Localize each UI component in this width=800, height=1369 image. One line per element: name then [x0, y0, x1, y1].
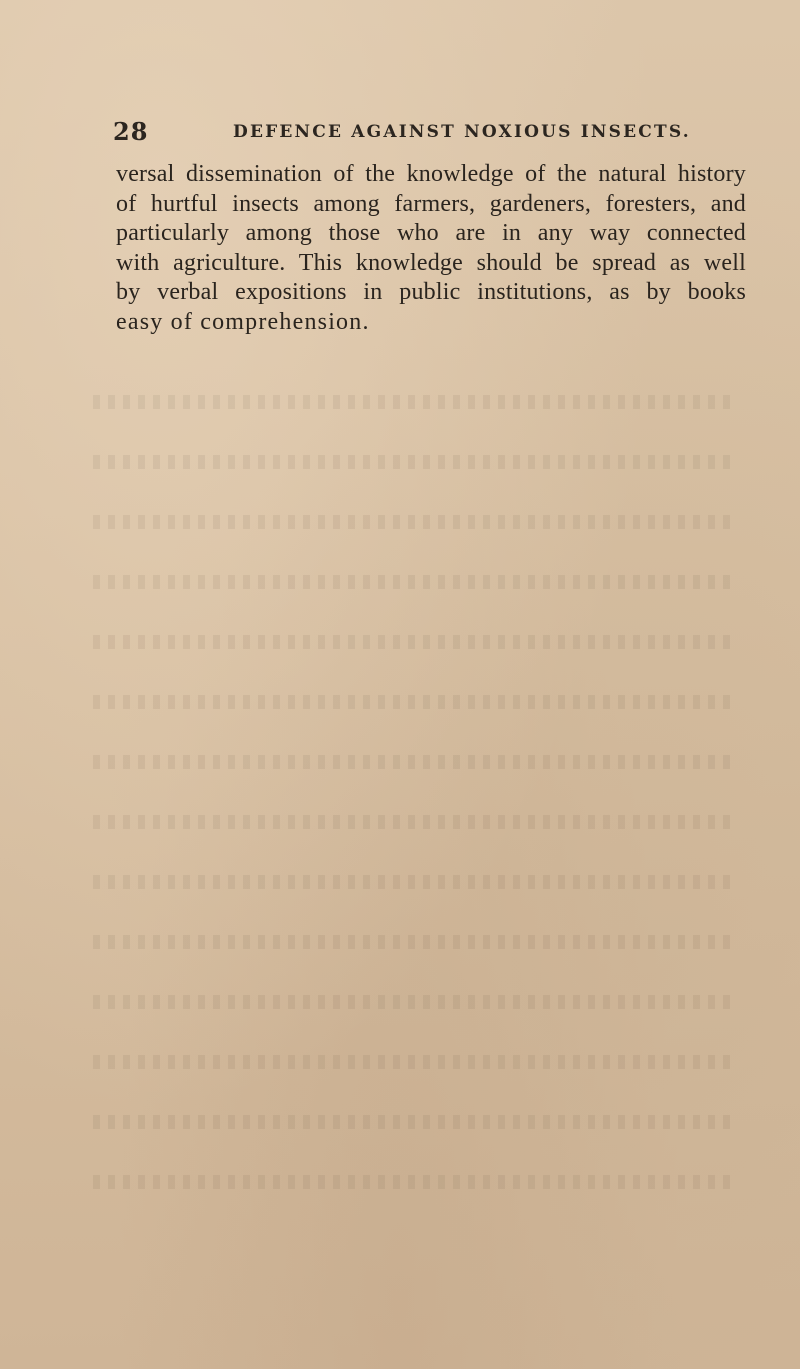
text-line: by verbal expositions in public institutions, as by books [116, 279, 746, 306]
text-line: particularly among those who are in any way connected [116, 220, 746, 247]
body-paragraph [116, 160, 746, 338]
page-number: 28 [113, 117, 149, 146]
text-line: easy of comprehension. [116, 308, 370, 335]
text-line: of hurtful insects among farmers, gardeners, foresters, and [116, 190, 746, 217]
text-line: versal dissemination of the knowledge of the natural history [116, 161, 746, 187]
running-title: DEFENCE AGAINST NOXIOUS INSECTS. [233, 122, 691, 142]
page-header [113, 117, 733, 151]
text-line: with agriculture. This knowledge should be spread as well [116, 249, 746, 276]
